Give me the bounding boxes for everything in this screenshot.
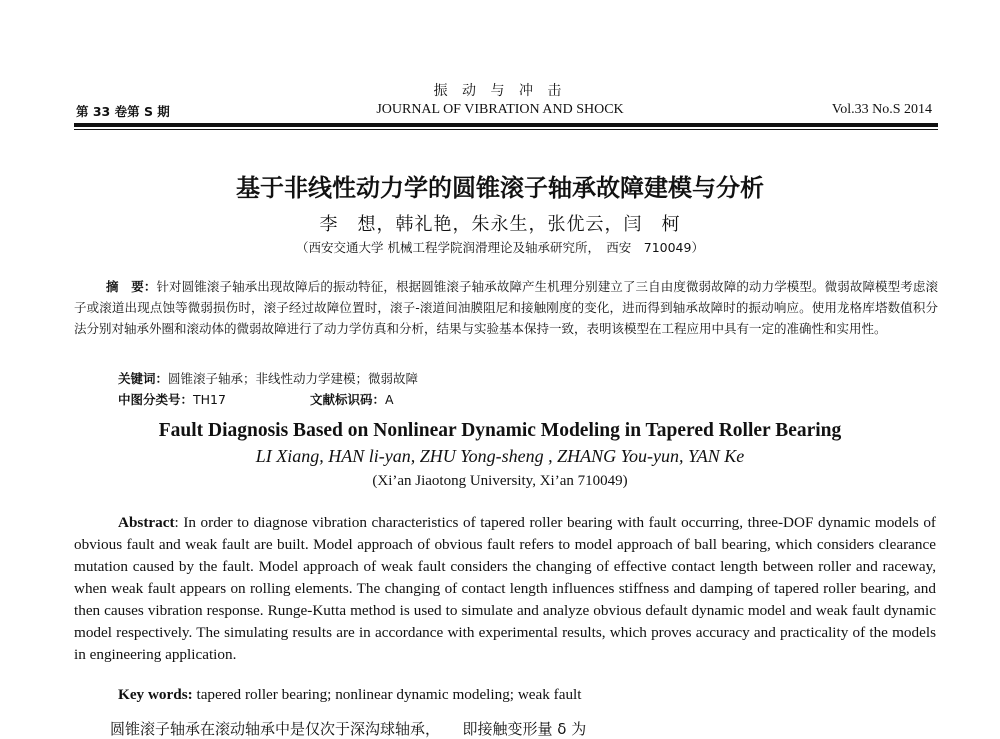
header-rule-thick	[74, 123, 938, 127]
document-code-label: 文献标识码：	[310, 392, 386, 407]
authors-cn: 李 想，韩礼艳，朱永生，张优云，闫 柯	[319, 214, 681, 235]
keywords-cn	[118, 369, 418, 387]
volume-issue-en: Vol.33 No.S 2014	[831, 102, 932, 117]
keywords-label-en: Key words:	[118, 686, 193, 703]
keywords-text-cn: 圆锥滚子轴承；非线性动力学建模；微弱故障	[168, 371, 419, 386]
volume-issue-cn: 第 33 卷第 S 期	[76, 104, 170, 119]
abstract-text-cn: 针对圆锥滚子轴承出现故障后的振动特征，根据圆锥滚子轴承故障产生机理分别建立了三自由度微弱故障的动力学模型。微弱故障模型考虑滚子或滚道出现点蚀等微弱损伤时，滚子经过故障位置时，滚子-滚道间油膜阻尼和接触刚度的变化，进而得到轴承故障时的振动响应。使用龙格库塔数值积分法分别对轴承外圈和滚动体的微弱故障进行了动力学仿真和分析，结果与实验基本保持一致，表明该模型在工程应用中具有一定的准确性和实用性。	[74, 279, 938, 336]
affiliation-cn: （西安交通大学 机械工程学院润滑理论及轴承研究所， 西安 710049）	[296, 240, 704, 255]
keywords-en	[118, 686, 582, 704]
header-rule-thin	[74, 129, 938, 130]
classification-number	[118, 390, 226, 408]
paper-title-en: Fault Diagnosis Based on Nonlinear Dynamic Modeling in Tapered Roller Bearing	[158, 420, 842, 441]
abstract-en	[74, 512, 936, 666]
document-code	[310, 390, 394, 408]
abstract-label-en: Abstract	[118, 514, 175, 531]
classification-label: 中图分类号：	[118, 392, 194, 407]
journal-name-en: JOURNAL OF VIBRATION AND SHOCK	[376, 102, 624, 117]
journal-name-cn: 振 动 与 冲 击	[433, 83, 567, 99]
keywords-text-en: tapered roller bearing; nonlinear dynamic modeling; weak fault	[192, 686, 582, 703]
affiliation-en: (Xi’an Jiaotong University, Xi’an 710049)	[372, 473, 628, 489]
abstract-label-cn: 摘 要：	[106, 279, 157, 294]
keywords-label-cn: 关键词：	[118, 371, 169, 386]
authors-en: LI Xiang, HAN li-yan, ZHU Yong-sheng , ZHANG You-yun, YAN Ke	[255, 446, 745, 466]
abstract-text-en: : In order to diagnose vibration characteristics of tapered roller bearing with fault occurring, three-DOF dynamic models of obvious fault and weak fault are built. Model approach of obvious fault refers to model approach of ball bearing, which considers clearance mutation caused by the fault. Model approach of weak fault considers the changing of effective contact length between roller and raceway, when weak fault appears on rolling elements. The changing of contact length influences stiffness and damping of tapered roller bearing, and then causes vibration response. Runge-Kutta method is used to simulate and analyze obvious default dynamic model and weak fault dynamic model respectively. The simulating results are in accordance with experimental results, which proves accuracy and practicality of the models in engineering application.	[74, 514, 936, 663]
paper-title-cn: 基于非线性动力学的圆锥滚子轴承故障建模与分析	[236, 174, 764, 202]
abstract-cn	[74, 276, 938, 339]
document-code-value: A	[385, 392, 394, 407]
body-text-start: 圆锥滚子轴承在滚动轴承中是仅次于深沟球轴承， 即接触变形量 δ 为	[110, 720, 587, 738]
classification-value: TH17	[193, 392, 226, 407]
